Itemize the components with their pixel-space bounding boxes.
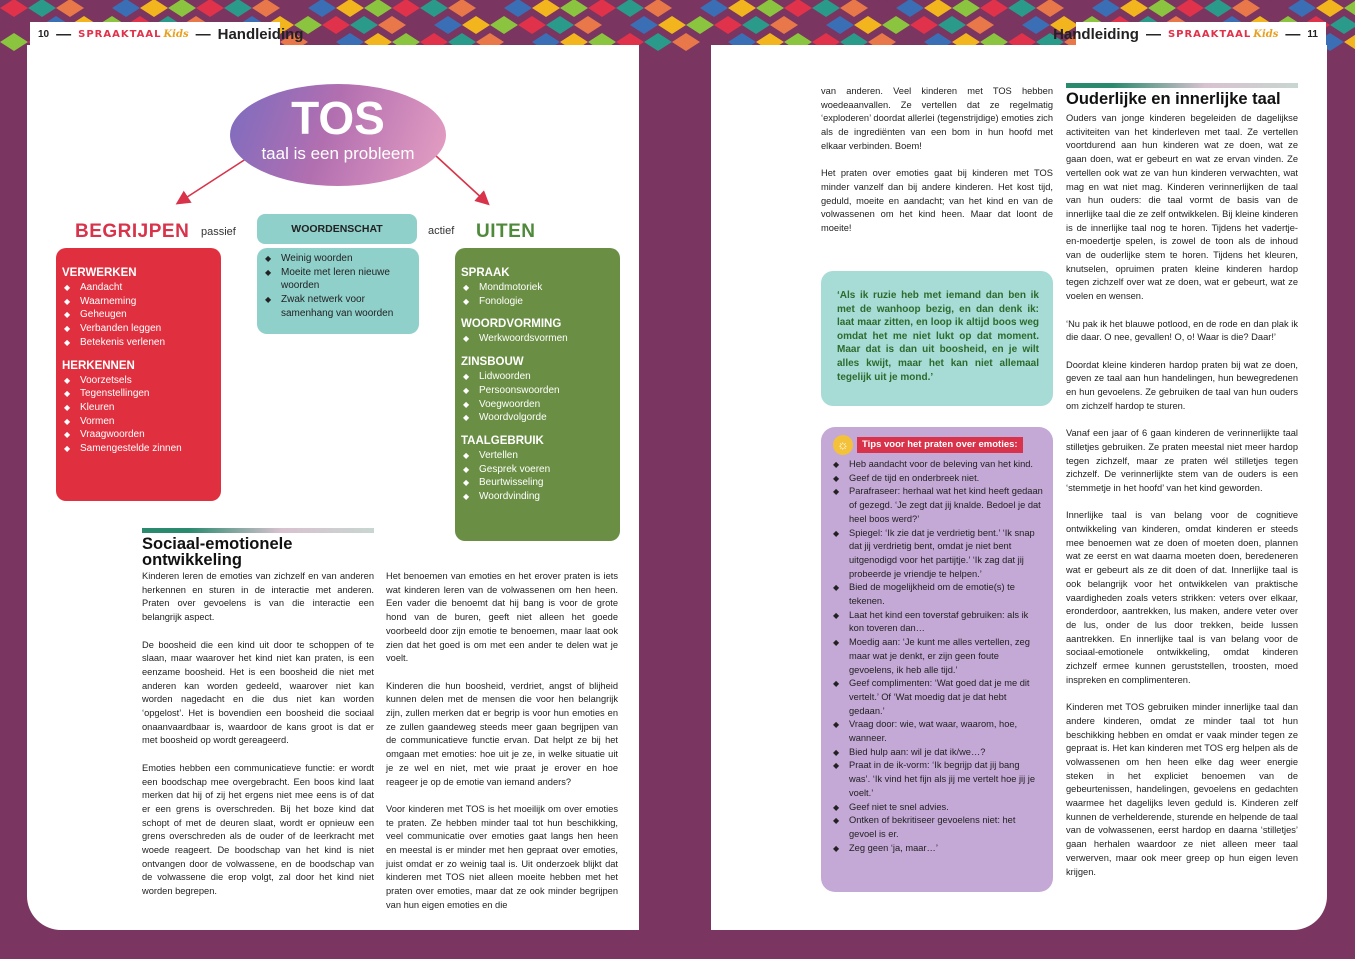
tip-item: ◆ Vraag door: wie, wat waar, waarom, hoe, wanneer. [833,718,1043,745]
list-item: ◆ Voegwoorden [461,398,614,412]
list-item: ◆ Vertellen [461,449,614,463]
tip-item: ◆ Geef complimenten: ‘Wat goed dat je me dit vertelt.’ Of ‘Wat moedig dat je dat hebt gedaan.’ [833,677,1043,718]
quote-box: ‘Als ik ruzie heb met iemand dan ben ik met de wanhoop bezig, en dan denk ik: laat maar zitten, en loop ik altijd boos weg omdat het me niet lukt op dat moment. Maar dat is dan uit boosheid, en je wilt alles kwijt, maar het kan niet allemaal tegelijk uit je mond.’ [821,271,1053,406]
left-column-1 [142,570,374,899]
list-item: ◆ Persoonswoorden [461,384,614,398]
tip-item: ◆ Geef de tijd en onderbreek niet. [833,472,1043,486]
tip-item: ◆ Bied hulp aan: wil je dat ik/we…? [833,746,1043,760]
list-item: ◆ Woordvinding [461,490,614,504]
group-heading: HERKENNEN [62,359,135,372]
paragraph: Voor kinderen met TOS is het moeilijk om over emoties te praten. Ze hebben minder taal tot hun beschikking, veel communicatie over emoties gaat langs hen heen en meestal is er minder met hen gepraat over emoties, juist omdat er zo weinig taal is. Uit onderzoek blijkt dat kinderen met TOS niet alleen moeite hebben met het praten over emoties, maar dat ze ook minder begrijpen van hun eigen emoties en die [386,803,618,910]
header-title: Handleiding [1053,25,1139,43]
group-list [461,332,614,346]
group-heading: TAALGEBRUIK [461,434,544,447]
list-item: ◆ Woordvolgorde [461,411,614,425]
tip-item: ◆ Zeg geen ‘ja, maar…’ [833,842,1043,856]
list-item: ◆ Samengestelde zinnen [62,442,215,456]
tip-item: ◆ Bied de mogelijkheid om de emotie(s) te tekenen. [833,581,1043,608]
woordenschat-header: WOORDENSCHAT [257,214,417,244]
tip-item: ◆ Moedig aan: ‘Je kunt me alles vertellen, zeg maar wat je denkt, er zijn geen foute gevoelens, ik heb alle tijd.’ [833,636,1043,677]
group-heading: WOORDVORMING [461,318,562,331]
list-item: ◆ Lidwoorden [461,370,614,384]
tip-item: ◆ Praat in de ik-vorm: ‘Ik begrijp dat jij bang was’. ‘Ik vind het fijn als jij me vertelt hoe jij je voelt.’ [833,759,1043,800]
paragraph: ‘Nu pak ik het blauwe potlood, en de rode en dan plak ik die daar. O nee, gevallen! O, o! Waar is die? Daar!’ [1066,318,1298,343]
group-list [62,281,215,350]
tip-item: ◆ Laat het kind een toverstaf gebruiken: als ik kon toveren dan… [833,609,1043,636]
group-heading: VERWERKEN [62,267,137,279]
group-heading: SPRAAK [461,267,510,279]
list-item: ◆ Zwak netwerk voor samenhang van woorden [263,293,413,320]
header-title: Handleiding [217,25,304,43]
paragraph: Kinderen leren de emoties van zichzelf en van anderen herkennen en sturen in de interactie met anderen. Praten over gevoelens is van die interactie een belangrijk aspect. [142,571,374,623]
group-list [461,281,614,308]
section-header-sociaal [142,528,374,568]
list-item: ◆ Aandacht [62,281,215,295]
uiten-box [455,248,620,541]
list-item: ◆ Mondmotoriek [461,281,614,295]
list-item: ◆ Kleuren [62,401,215,415]
list-item: ◆ Vormen [62,415,215,429]
paragraph: De boosheid die een kind uit door te schoppen of te slaan, maar waarover het kind niet kan praten, is een eenzame boosheid. Het is een boosheid die niet met anderen kan worden gedeeld, waarover niet kan worden nagedacht en die dus niet kan worden ‘opgelost’. Het is bovendien een boosheid die sociaal onaanvaardbaar is, waardoor de kans groot is dat er met boosheid op wordt gereageerd. [142,639,374,746]
right-column-1 [821,85,1053,236]
page-number: 11 [1307,28,1318,40]
section-title: Sociaal-emotionele ontwikkeling [142,535,293,569]
list-item: ◆ Werkwoordsvormen [461,332,614,346]
paragraph: Ouders van jonge kinderen begeleiden de dagelijkse activiteiten van het kinderleven met taal. Ze vertellen voortdurend aan hun kinderen wat ze doen, wat ze gaan doen, wat er gebeurt en wat ze ervan vinden. Ze vertellen ook wat ze van hun kinderen verwachten, wat mag en wat niet mag. Kinderen verinnerlijken de taal van hun ouders: die taal vormt de basis van de innerlijke taal die ze zelf ontwikkelen. Bij kleine kinderen is de innerlijke taal nog te horen. Tijdens het vadertje-en-moedertje spelen, is zowel de toon als de inhoud van de ouderlijke stem te horen. Tijdens het kleuren, knutselen, opruimen praten kleine kinderen hardop tegen zichzelf over wat ze doen, wat er gebeurt, wat ze voelen en wensen. [1066,113,1298,302]
paragraph: Vanaf een jaar of 6 gaan kinderen de verinnerlijkte taal stilletjes gebruiken. Ze praten meestal niet meer hardop tegen zichzelf, maar ze praten wél stilletjes tegen zichzelf. De verinnerlijkte stem van de ouders is een ‘stemmetje in het hoofd’ van het kind geworden. [1066,428,1298,493]
tip-item: ◆ Ontken of bekritiseer gevoelens niet: het gevoel is er. [833,814,1043,841]
tos-subtitle: taal is een probleem [261,144,415,163]
page-number: 10 [38,28,50,40]
tips-box [821,427,1053,892]
list-item: ◆ Waarneming [62,295,215,309]
section-header-ouderlijk [1066,83,1298,107]
tips-title: Tips voor het praten over emoties: [857,437,1023,453]
paragraph: Doordat kleine kinderen hardop praten bij wat ze doen, geven ze taal aan hun handelingen, hun bewegredenen en hun gevoelens. Ze gebruiken de taal van hun ouders om zichzelf hardop te sturen. [1066,359,1298,411]
section-bar [1066,83,1298,88]
paragraph: Emoties hebben een communicatieve functie: er wordt een boodschap mee overgebracht. Een boos kind laat merken dat hij of zij het ergens niet mee eens is of dat er een grens is overschreden. Bij het boze kind dat schopt of met de deuren slaat, wordt er opnieuw een grens overschreden als de ouder of de leerkracht met woede reageert. De boodschap van het kind is niet ontvangen door de volwassene, en de boodschap van de volwassene die erop volgt, zal door het kind niet worden begrepen. [142,762,374,897]
woordenschat-box [257,248,419,334]
paragraph: Innerlijke taal is van belang voor de cognitieve ontwikkeling van kinderen, omdat kinderen er steeds mee benoemen wat ze doen of moeten doen, plannen wat ze eerst en wat daarna moeten doen, beredeneren wat er gebeurt als ze dit doen of dat. Innerlijke taal is ook belangrijk voor het ontwikkelen van praktische vaardigheden zoals veters strikken: veters over elkaar, eronderdoor, aantrekken, lus maken, andere veter over de lus, onder de lus door trekken, beide lussen aantrekken. En innerlijke taal is van belang voor de sociaal-emotionele ontwikkeling, omdat kinderen zichzelf ermee kunnen geruststellen, troosten, moed inspreken en complimenteren. [1066,510,1298,685]
begrijpen-label: BEGRIJPEN [75,221,190,242]
group-list [461,449,614,504]
paragraph: Het praten over emoties gaat bij kinderen met TOS minder vanzelf dan bij andere kinderen. Het kost tijd, geduld, moeite en aandacht; van het kind en van de volwassenen om het kind heen. Maar dat loont de moeite! [821,168,1053,234]
right-column-2 [1066,112,1298,879]
list-item: ◆ Fonologie [461,295,614,309]
left-column-2 [386,570,618,913]
tip-item: ◆ Parafraseer: herhaal wat het kind heeft gedaan of gezegd. ‘Je zegt dat jij knalde. Bedoel je dat heel boos werd?’ [833,485,1043,526]
tip-item: ◆ Heb aandacht voor de beleving van het kind. [833,458,1043,472]
right-header: Handleiding — SPRAAKTAAL Kids — 11 [1076,22,1326,46]
tos-title: TOS [291,92,385,144]
paragraph: Kinderen die hun boosheid, verdriet, angst of blijheid kunnen delen met de mensen die voor hen belangrijk zijn, zullen merken dat er begrip is voor hun emoties en ze zullen gaandeweg steeds meer gaan begrijpen van de communicatieve functie ervan. Dat helpt ze bij het omgaan met emoties: hoe uit je ze, in welke situatie uit je ze wel en niet, met wie praat je erover en hoe reageer je op de emotie van iemand anders? [386,680,618,787]
list-item: ◆ Tegenstellingen [62,387,215,401]
actief-label: actief [428,225,455,237]
paragraph: van anderen. Veel kinderen met TOS hebben woedeaanvallen. Ze vertellen dat ze regelmatig ‘exploderen’ doordat allerlei (tegenstrijdige) emoties zich als de ingrediënten van een bom in hun hoofd met elkaar verbinden. Boem! [821,86,1053,151]
brand-logo: SPRAAKTAAL Kids [1167,28,1279,40]
section-bar [142,528,374,533]
list-item: ◆ Geheugen [62,308,215,322]
section-title: Ouderlijke en innerlijke taal [1066,90,1281,108]
tip-item: ◆ Geef niet te snel advies. [833,801,1043,815]
list-item: ◆ Gesprek voeren [461,463,614,477]
list-item: ◆ Beurtwisseling [461,476,614,490]
lightbulb-icon: ☼ [833,435,853,455]
begrijpen-box [56,248,221,501]
woordenschat-list [263,252,413,321]
tips-list [833,458,1043,855]
group-list [461,370,614,425]
list-item: ◆ Moeite met leren nieuwe woorden [263,266,413,293]
list-item: ◆ Vraagwoorden [62,428,215,442]
tos-ellipse [230,84,446,186]
tip-item: ◆ Spiegel: ‘Ik zie dat je verdrietig bent.’ ‘Ik snap dat jij verdrietig bent, omdat je niet bent uitgenodigd voor het partijtje.’ ‘Ik zag dat jij probeerde je vriendje te helpen.’ [833,527,1043,582]
left-header: 10 — SPRAAKTAAL Kids — Handleiding [30,22,280,46]
uiten-label: UITEN [476,221,536,242]
list-item: ◆ Voorzetsels [62,374,215,388]
left-page [27,45,639,930]
passief-label: passief [201,226,236,238]
right-page [711,45,1327,930]
brand-logo: SPRAAKTAAL Kids [78,28,189,40]
list-item: ◆ Verbanden leggen [62,322,215,336]
list-item: ◆ Weinig woorden [263,252,413,266]
list-item: ◆ Betekenis verlenen [62,336,215,350]
paragraph: Kinderen met TOS gebruiken minder innerlijke taal dan andere kinderen, omdat ze minder taal tot hun beschikking hebben en omdat er vaak minder tegen ze gepraat is. Het kan kinderen met TOS erg helpen als de volwassenen om hen heen elke dag weer energie steken in het expliciet benoemen van de gebeurtenissen, handelingen, gevoelens en gedachten waarmee het dagelijks leven geduld is. Kinderen zelf kunnen de verhelderende, sturende en helpende de taal van de volwassenen, eerst hardop en daarna ‘stilletjes’ gaan herhalen waardoor ze niet alleen meer taal verwerven, maar ook meer greep op hun eigen leven krijgen. [1066,702,1298,877]
group-list [62,374,215,456]
paragraph: Het benoemen van emoties en het erover praten is iets wat kinderen leren van de volwassenen om hen heen. Een vader die benoemt dat hij bang is voor de grote hond van de buren, geeft niet alleen het goede voorbeeld door zijn emotie te benoemen, maar laat ook zien dat het goed is om met een ander te delen wat je voelt. [386,571,618,664]
group-heading: ZINSBOUW [461,356,524,369]
